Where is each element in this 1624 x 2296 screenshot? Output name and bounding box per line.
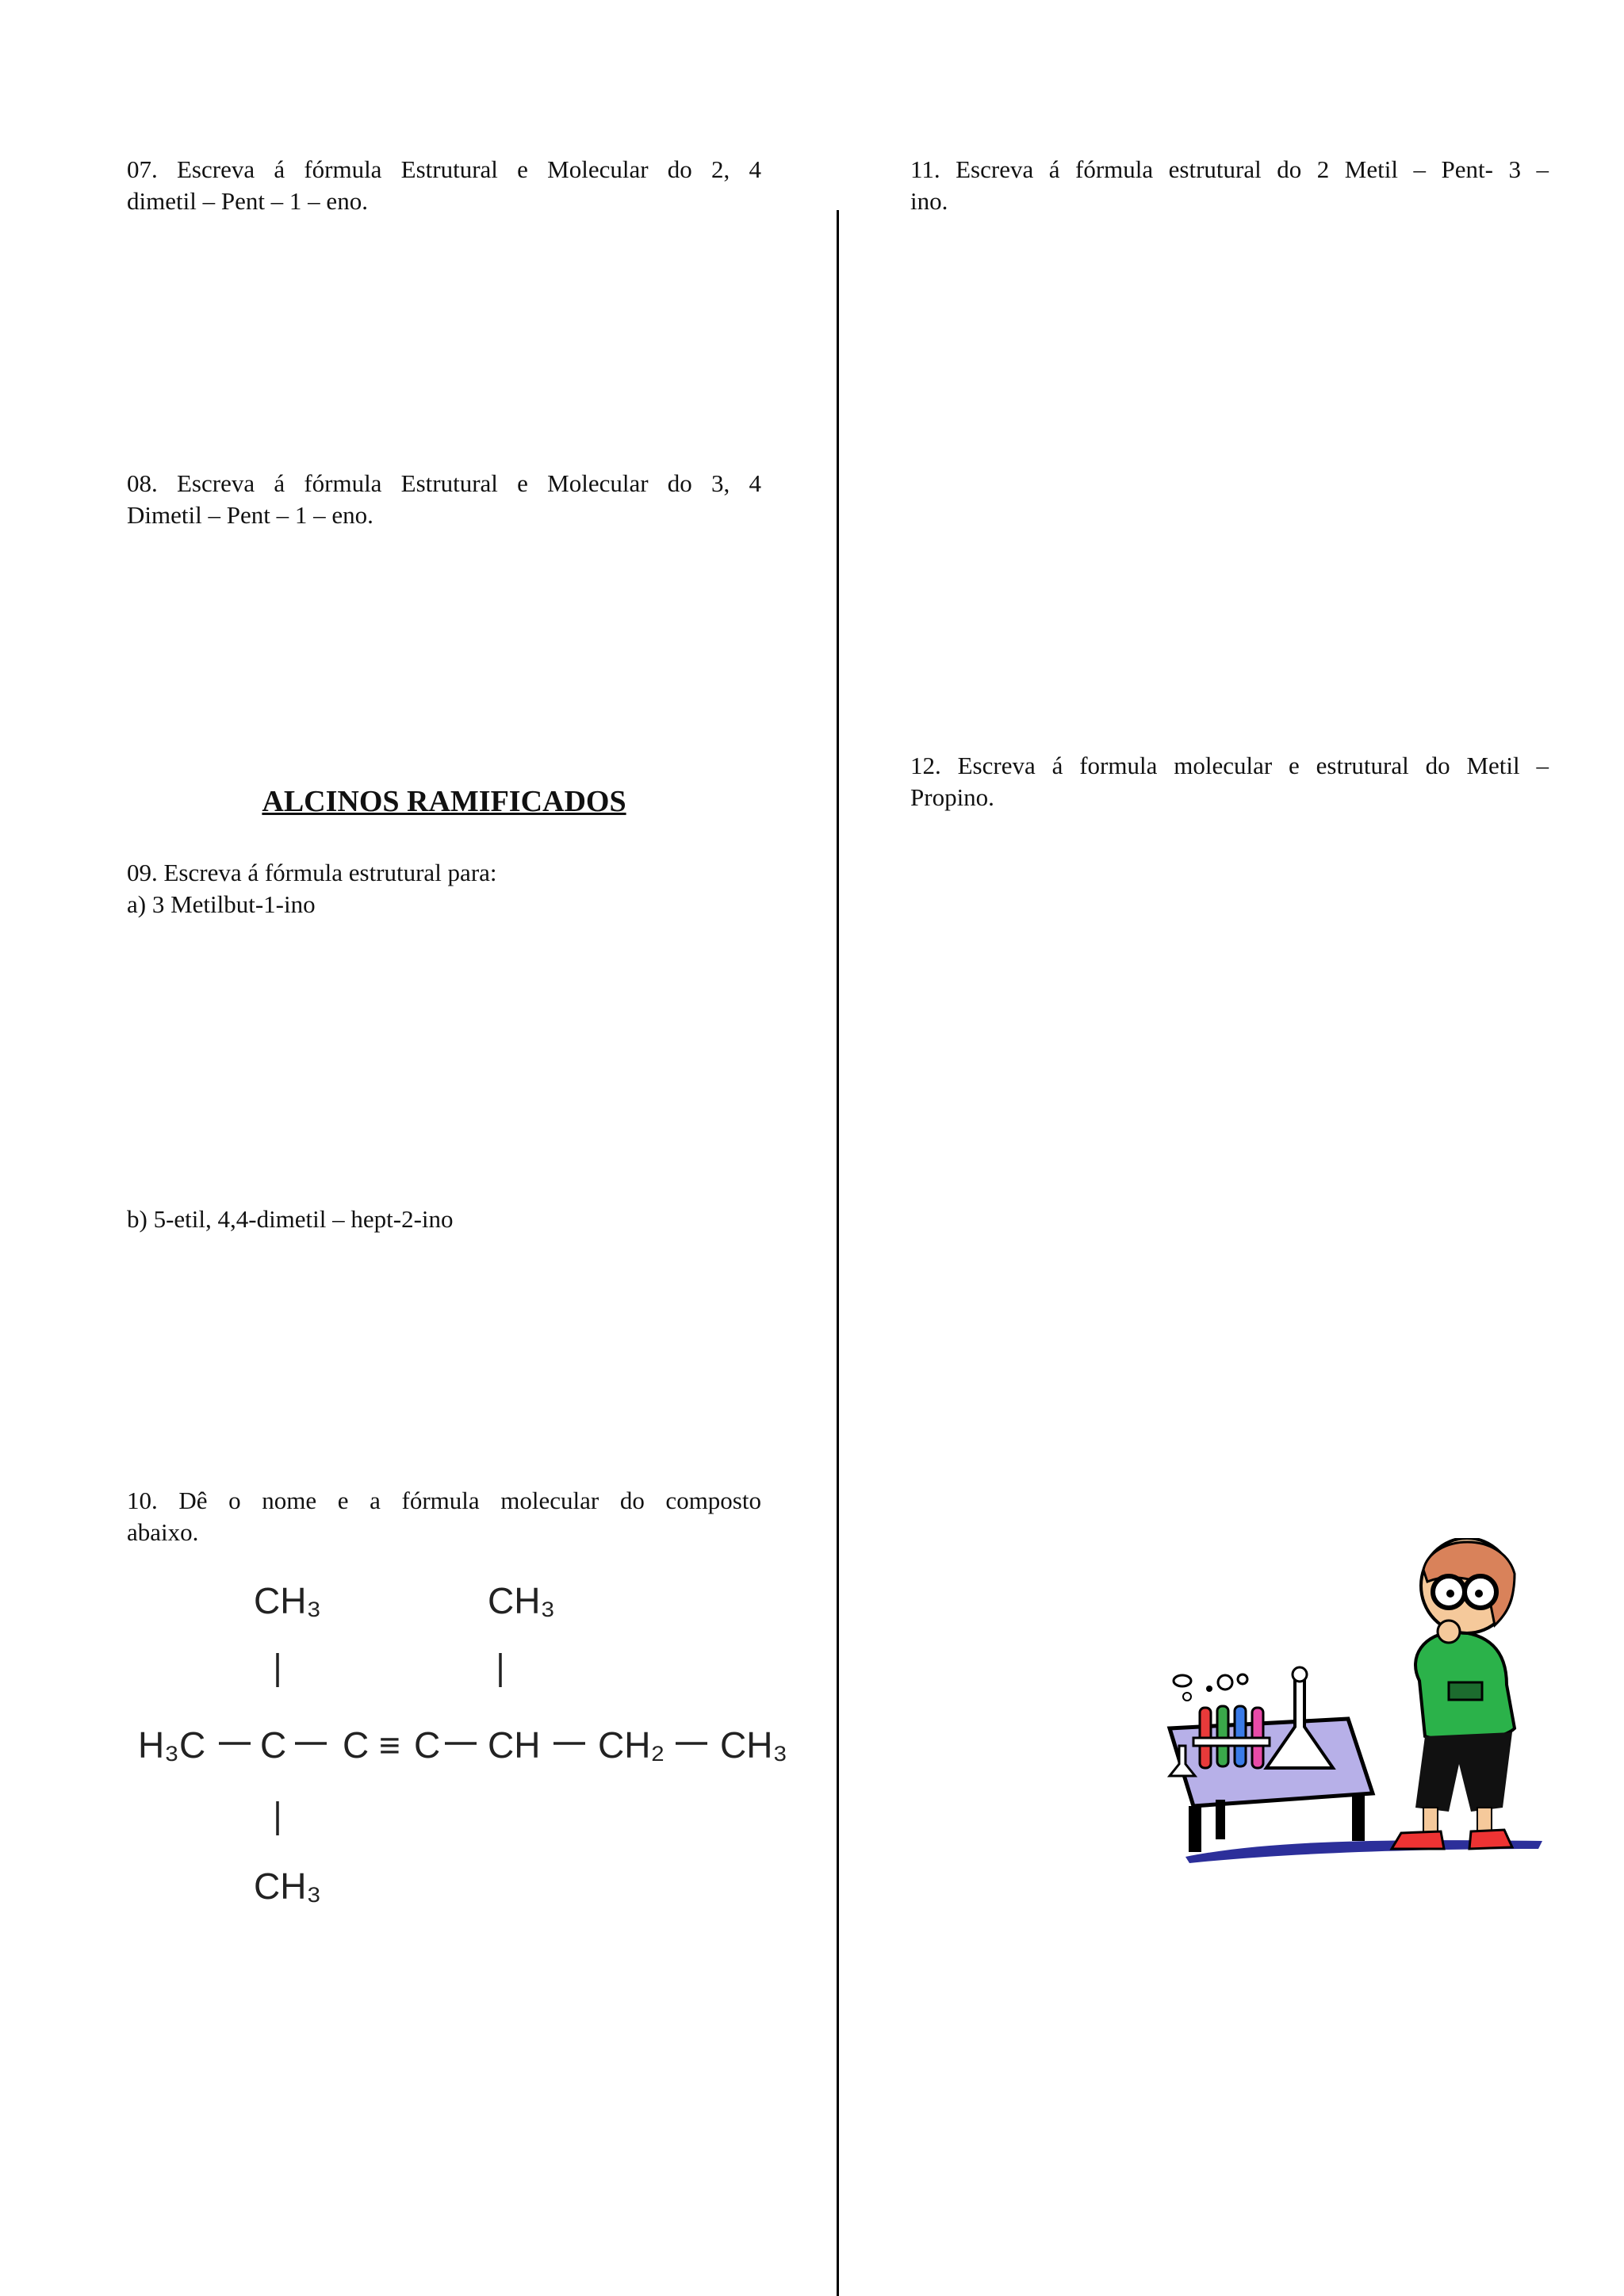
formula-bottom-ch3: CH₃ [254,1866,322,1907]
question-09-b [127,1203,761,1235]
scientist-shorts [1415,1732,1512,1812]
test-tube-green [1217,1706,1228,1766]
formula-carbon-alkyne-1: C [343,1724,370,1766]
table-leg-back [1216,1800,1225,1839]
question-12-line2: Propino. [910,783,994,811]
formula-ch3-end: CH₃ [720,1724,788,1766]
bubble-2 [1218,1675,1232,1689]
table-leg-left [1189,1806,1201,1852]
section-heading: ALCINOS RAMIFICADOS [262,785,626,818]
bubble-4 [1206,1686,1212,1692]
question-12 [910,750,1549,813]
question-10-line1: 10. Dê o nome e a fórmula molecular do composto [127,1487,761,1514]
flask-bubble [1293,1667,1307,1682]
question-09-intro: 09. Escreva á fórmula estrutural para: [127,859,497,886]
question-08 [127,468,761,531]
formula-drawing [127,1578,809,1942]
handheld-device [1449,1682,1482,1700]
structural-formula [127,1578,809,1942]
question-07-line1: 07. Escreva á fórmula Estrutural e Molecular do 2, 4 [127,155,761,183]
question-09-b-text: b) 5-etil, 4,4-dimetil – hept-2-ino [127,1205,454,1233]
question-11-line1: 11. Escreva á fórmula estrutural do 2 Metil – Pent- 3 – [910,155,1549,183]
formula-carbon-alkyne-2: C [414,1724,441,1766]
formula-ch2: CH₂ [598,1724,665,1766]
eye-right [1475,1590,1483,1598]
table-leg-right [1352,1793,1365,1841]
question-12-line1: 12. Escreva á formula molecular e estrutural do Metil – [910,752,1549,779]
column-divider [837,210,839,2296]
formula-ch: CH [488,1724,541,1766]
test-tube-blue [1235,1706,1246,1766]
question-11-line2: ino. [910,187,948,215]
formula-carbon-quaternary: C [260,1724,287,1766]
formula-h3c: H₃C [138,1724,206,1766]
formula-top-ch3-left: CH₃ [254,1580,322,1621]
bubble-1 [1174,1675,1191,1686]
formula-top-ch3-right: CH₃ [488,1580,556,1621]
scientist-lab-illustration [1154,1538,1566,1871]
question-07-line2: dimetil – Pent – 1 – eno. [127,187,368,215]
scientist-shoe-left [1392,1831,1444,1849]
question-08-line2: Dimetil – Pent – 1 – eno. [127,501,373,529]
question-08-line1: 08. Escreva á fórmula Estrutural e Molecular do 3, 4 [127,469,761,497]
question-09-a: a) 3 Metilbut-1-ino [127,890,316,918]
question-09 [127,857,761,920]
bubble-5 [1183,1693,1191,1701]
scientist-hand [1438,1621,1460,1643]
question-10 [127,1485,761,1548]
formula-triple-bond: ≡ [379,1724,400,1766]
test-tube-rack [1193,1738,1270,1746]
scientist-shoe-right [1469,1830,1512,1849]
question-07 [127,154,761,217]
eye-left [1446,1590,1454,1598]
question-10-line2: abaixo. [127,1518,199,1546]
question-11 [910,154,1549,217]
bubble-3 [1238,1674,1247,1684]
